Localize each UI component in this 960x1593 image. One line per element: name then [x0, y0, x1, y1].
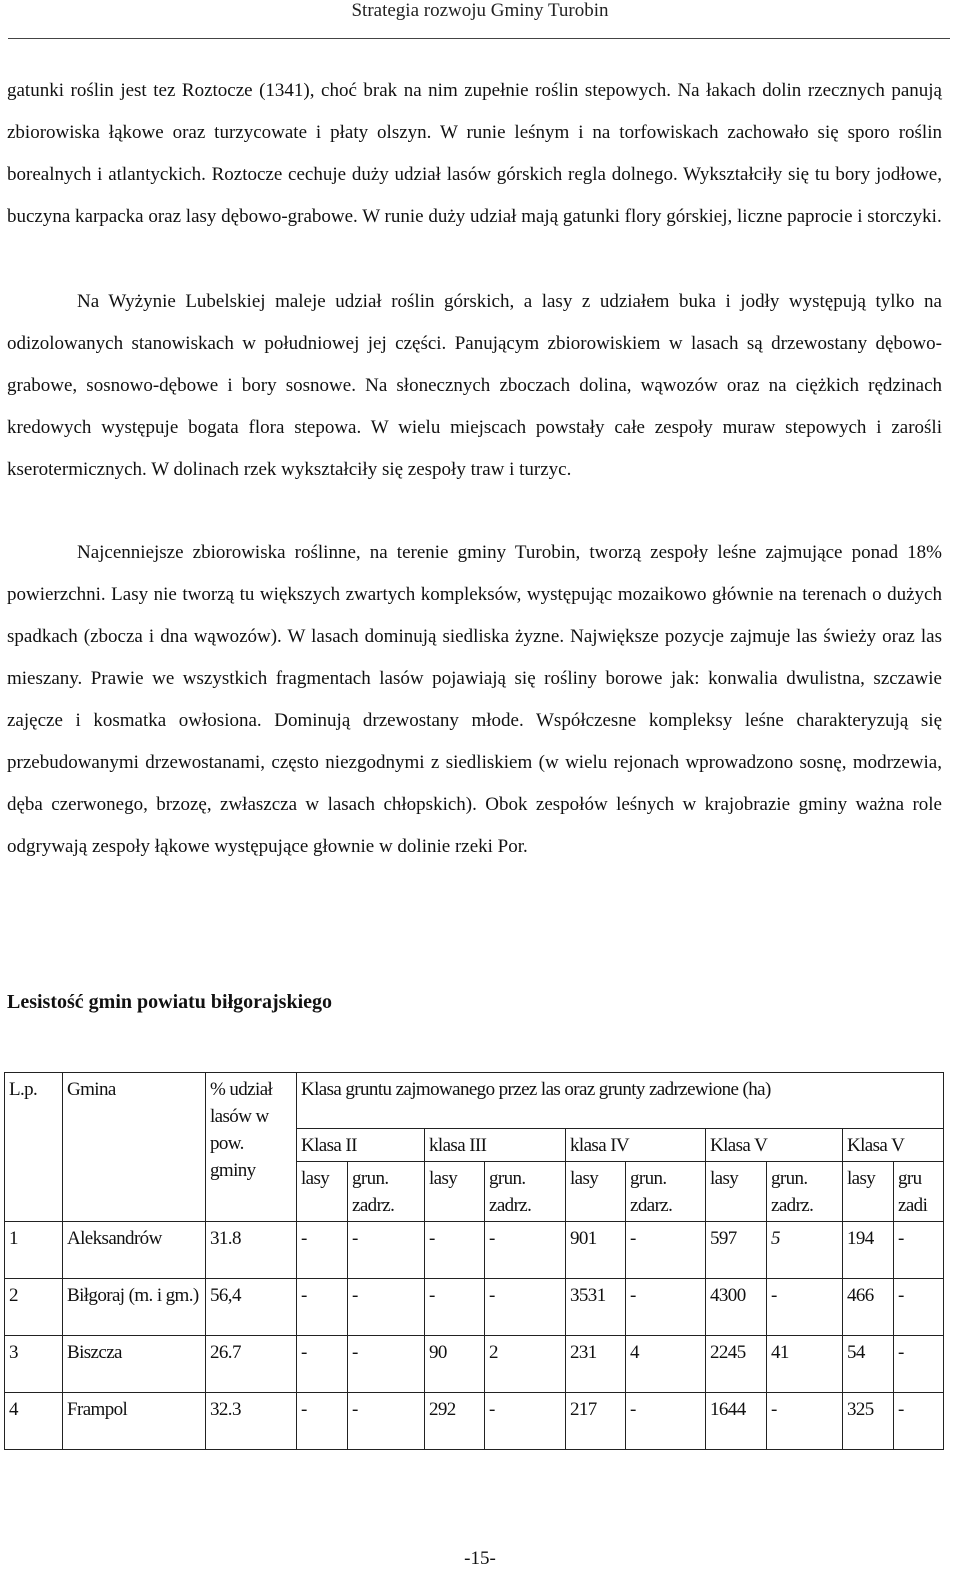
cell-value: 217: [566, 1393, 626, 1450]
forest-table: [4, 1072, 944, 1450]
cell-pct: 26.7: [206, 1336, 297, 1393]
section-title: Lesistość gmin powiatu biłgorajskiego: [7, 991, 333, 1013]
header-class: Klasa V: [706, 1129, 843, 1162]
header-gmina: Gmina: [63, 1073, 206, 1222]
cell-value: -: [348, 1393, 425, 1450]
cell-gmina: Aleksandrów: [63, 1222, 206, 1279]
cell-value: 292: [425, 1393, 485, 1450]
cell-pct: 56,4: [206, 1279, 297, 1336]
cell-pct: 32.3: [206, 1393, 297, 1450]
cell-value: -: [425, 1279, 485, 1336]
cell-value: -: [485, 1279, 566, 1336]
header-class: klasa IV: [566, 1129, 706, 1162]
cell-value: 2245: [706, 1336, 767, 1393]
header-lp: L.p.: [5, 1073, 63, 1222]
cell-value: -: [894, 1393, 944, 1450]
cell-value: -: [626, 1222, 706, 1279]
paragraph-1: gatunki roślin jest tez Roztocze (1341), choć brak na nim zupełnie roślin stepowych. Na łakach dolin rzecznych panują zbiorowiska łąkowe oraz turzycowate i płaty olszyn. W runie leśnym i na torfowiskach zachowało się sporo roślin borealnych i atlantyckich. Roztocze cechuje duży udział lasów górskich regla dolnego. Wykształciły się tu bory jodłowe, buczyna karpacka oraz lasy dębowo-grabowe. W runie duży udział mają gatunki flory górskiej, liczne paprocie i storczyki.: [7, 80, 942, 227]
subheader: grun. zadrz.: [485, 1162, 566, 1222]
cell-lp: 1: [5, 1222, 63, 1279]
cell-value: -: [348, 1222, 425, 1279]
table-row: [5, 1336, 944, 1393]
cell-value: 194: [843, 1222, 894, 1279]
subheader: grun. zdarz.: [626, 1162, 706, 1222]
cell-value: 901: [566, 1222, 626, 1279]
cell-value: -: [894, 1222, 944, 1279]
cell-value: -: [297, 1222, 348, 1279]
cell-value: -: [297, 1393, 348, 1450]
header-class: Klasa V: [843, 1129, 944, 1162]
page-header: Strategia rozwoju Gminy Turobin: [351, 0, 609, 21]
cell-value: 54: [843, 1336, 894, 1393]
cell-value: -: [297, 1336, 348, 1393]
cell-value: -: [626, 1279, 706, 1336]
header-divider: [8, 38, 950, 39]
cell-value: -: [348, 1336, 425, 1393]
cell-value: -: [297, 1279, 348, 1336]
cell-pct: 31.8: [206, 1222, 297, 1279]
cell-value: 1644: [706, 1393, 767, 1450]
header-forest-share: % udział lasów w pow. gminy: [206, 1073, 297, 1222]
cell-lp: 2: [5, 1279, 63, 1336]
cell-gmina: Frampol: [63, 1393, 206, 1450]
table-row: [5, 1393, 944, 1450]
cell-value: -: [894, 1279, 944, 1336]
cell-value: -: [425, 1222, 485, 1279]
cell-value: 231: [566, 1336, 626, 1393]
cell-value: 325: [843, 1393, 894, 1450]
cell-value: 466: [843, 1279, 894, 1336]
subheader: lasy: [566, 1162, 626, 1222]
subheader: lasy: [843, 1162, 894, 1222]
cell-gmina: Biłgoraj (m. i gm.): [63, 1279, 206, 1336]
table-row: [5, 1279, 944, 1336]
subheader: grun. zadrz.: [348, 1162, 425, 1222]
subheader: lasy: [297, 1162, 348, 1222]
paragraph-3: Najcenniejsze zbiorowiska roślinne, na terenie gminy Turobin, tworzą zespoły leśne zajmujące ponad 18% powierzchni. Lasy nie tworzą tu większych zwartych kompleksów, występując mozaikowo głównie na terenach o dużych spadkach (zbocza i dna wąwozów). W lasach dominują siedliska żyzne. Największe pozycje zajmuje las świeży oraz las mieszany. Prawie we wszystkich fragmentach lasów pojawiają się rośliny borowe jak: konwalia dwulistna, szczawie zajęcze i kosmatka owłosiona. Dominują drzewostany młode. Współczesne kompleksy leśne charakteryzują się przebudowanymi drzewostanami, często niezgodnymi z siedliskiem (w wielu rejonach wprowadzono sosnę, modrzewia, dęba czerwonego, brzozę, zwłaszcza w lasach chłopskich). Obok zespołów leśnych w krajobrazie gminy ważna role odgrywają zespoły łąkowe występujące głownie w dolinie rzeki Por.: [7, 542, 942, 857]
cell-value: 597: [706, 1222, 767, 1279]
cell-value: -: [348, 1279, 425, 1336]
cell-value: 5: [767, 1222, 843, 1279]
cell-value: 90: [425, 1336, 485, 1393]
header-land-class: Klasa gruntu zajmowanego przez las oraz grunty zadrzewione (ha): [297, 1073, 944, 1129]
cell-value: 41: [767, 1336, 843, 1393]
cell-value: -: [485, 1393, 566, 1450]
cell-value: 4: [626, 1336, 706, 1393]
cell-value: 2: [485, 1336, 566, 1393]
cell-gmina: Biszcza: [63, 1336, 206, 1393]
cell-value: 3531: [566, 1279, 626, 1336]
header-class: Klasa II: [297, 1129, 425, 1162]
subheader: gru zadi: [894, 1162, 944, 1222]
table-header-row: [5, 1073, 944, 1129]
paragraph-2: Na Wyżynie Lubelskiej maleje udział roślin górskich, a lasy z udziałem buka i jodły występują tylko na odizolowanych stanowiskach w południowej jej części. Panującym zbiorowiskiem w lasach są drzewostany dębowo-grabowe, sosnowo-dębowe i bory sosnowe. Na słonecznych zboczach dolina, wąwozów oraz na ciężkich rędzinach kredowych występuje bogata flora stepowa. W wielu miejscach powstały całe zespoły muraw stepowych i zarośli kserotermicznych. W dolinach rzek wykształciły się zespoły traw i turzyc.: [7, 291, 942, 480]
table-row: [5, 1222, 944, 1279]
cell-value: -: [767, 1393, 843, 1450]
subheader: lasy: [425, 1162, 485, 1222]
cell-lp: 4: [5, 1393, 63, 1450]
header-class: klasa III: [425, 1129, 566, 1162]
cell-value: 4300: [706, 1279, 767, 1336]
subheader: grun. zadrz.: [767, 1162, 843, 1222]
cell-value: -: [626, 1393, 706, 1450]
page-number: -15-: [464, 1548, 496, 1569]
cell-lp: 3: [5, 1336, 63, 1393]
cell-value: -: [767, 1279, 843, 1336]
cell-value: -: [894, 1336, 944, 1393]
subheader: lasy: [706, 1162, 767, 1222]
cell-value: -: [485, 1222, 566, 1279]
